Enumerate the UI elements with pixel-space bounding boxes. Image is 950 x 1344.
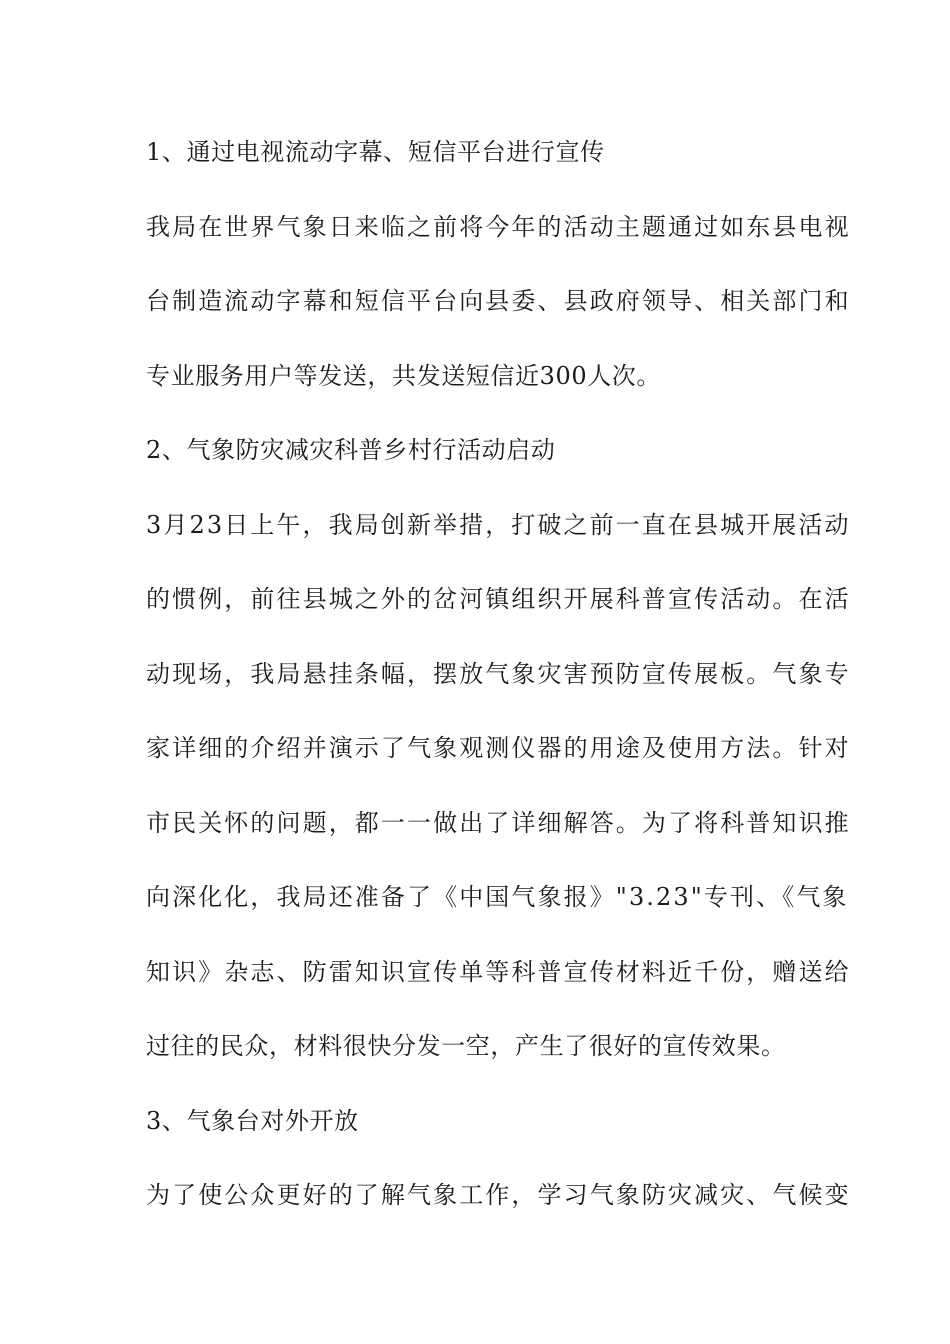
section-heading-1: 1、通过电视流动字幕、短信平台进行宣传 [146, 138, 605, 166]
paragraph-line: 的惯例，前往县城之外的岔河镇组织开展科普宣传活动。在活 [146, 585, 851, 613]
paragraph-line: 向深化化，我局还准备了《中国气象报》"3.23"专刊、《气象 [146, 883, 849, 911]
paragraph-line: 过往的民众，材料很快分发一空，产生了很好的宣传效果。 [146, 1032, 786, 1060]
paragraph-line: 专业服务用户等发送，共发送短信近300人次。 [146, 362, 662, 390]
section-heading-3: 3、气象台对外开放 [146, 1107, 359, 1135]
paragraph-line: 台制造流动字幕和短信平台向县委、县政府领导、相关部门和 [146, 287, 851, 315]
paragraph-line: 市民关怀的问题，都一一做出了详细解答。为了将科普知识推 [146, 809, 851, 837]
section-heading-2: 2、气象防灾减灾科普乡村行活动启动 [146, 436, 556, 464]
paragraph-line: 为了使公众更好的了解气象工作，学习气象防灾减灾、气候变 [146, 1181, 851, 1209]
paragraph-line: 3月23日上午，我局创新举措，打破之前一直在县城开展活动 [146, 511, 851, 539]
paragraph-line: 我局在世界气象日来临之前将今年的活动主题通过如东县电视 [146, 213, 851, 241]
paragraph-line: 动现场，我局悬挂条幅，摆放气象灾害预防宣传展板。气象专 [146, 660, 851, 688]
paragraph-line: 知识》杂志、防雷知识宣传单等科普宣传材料近千份，赠送给 [146, 958, 851, 986]
paragraph-line: 家详细的介绍并演示了气象观测仪器的用途及使用方法。针对 [146, 734, 851, 762]
